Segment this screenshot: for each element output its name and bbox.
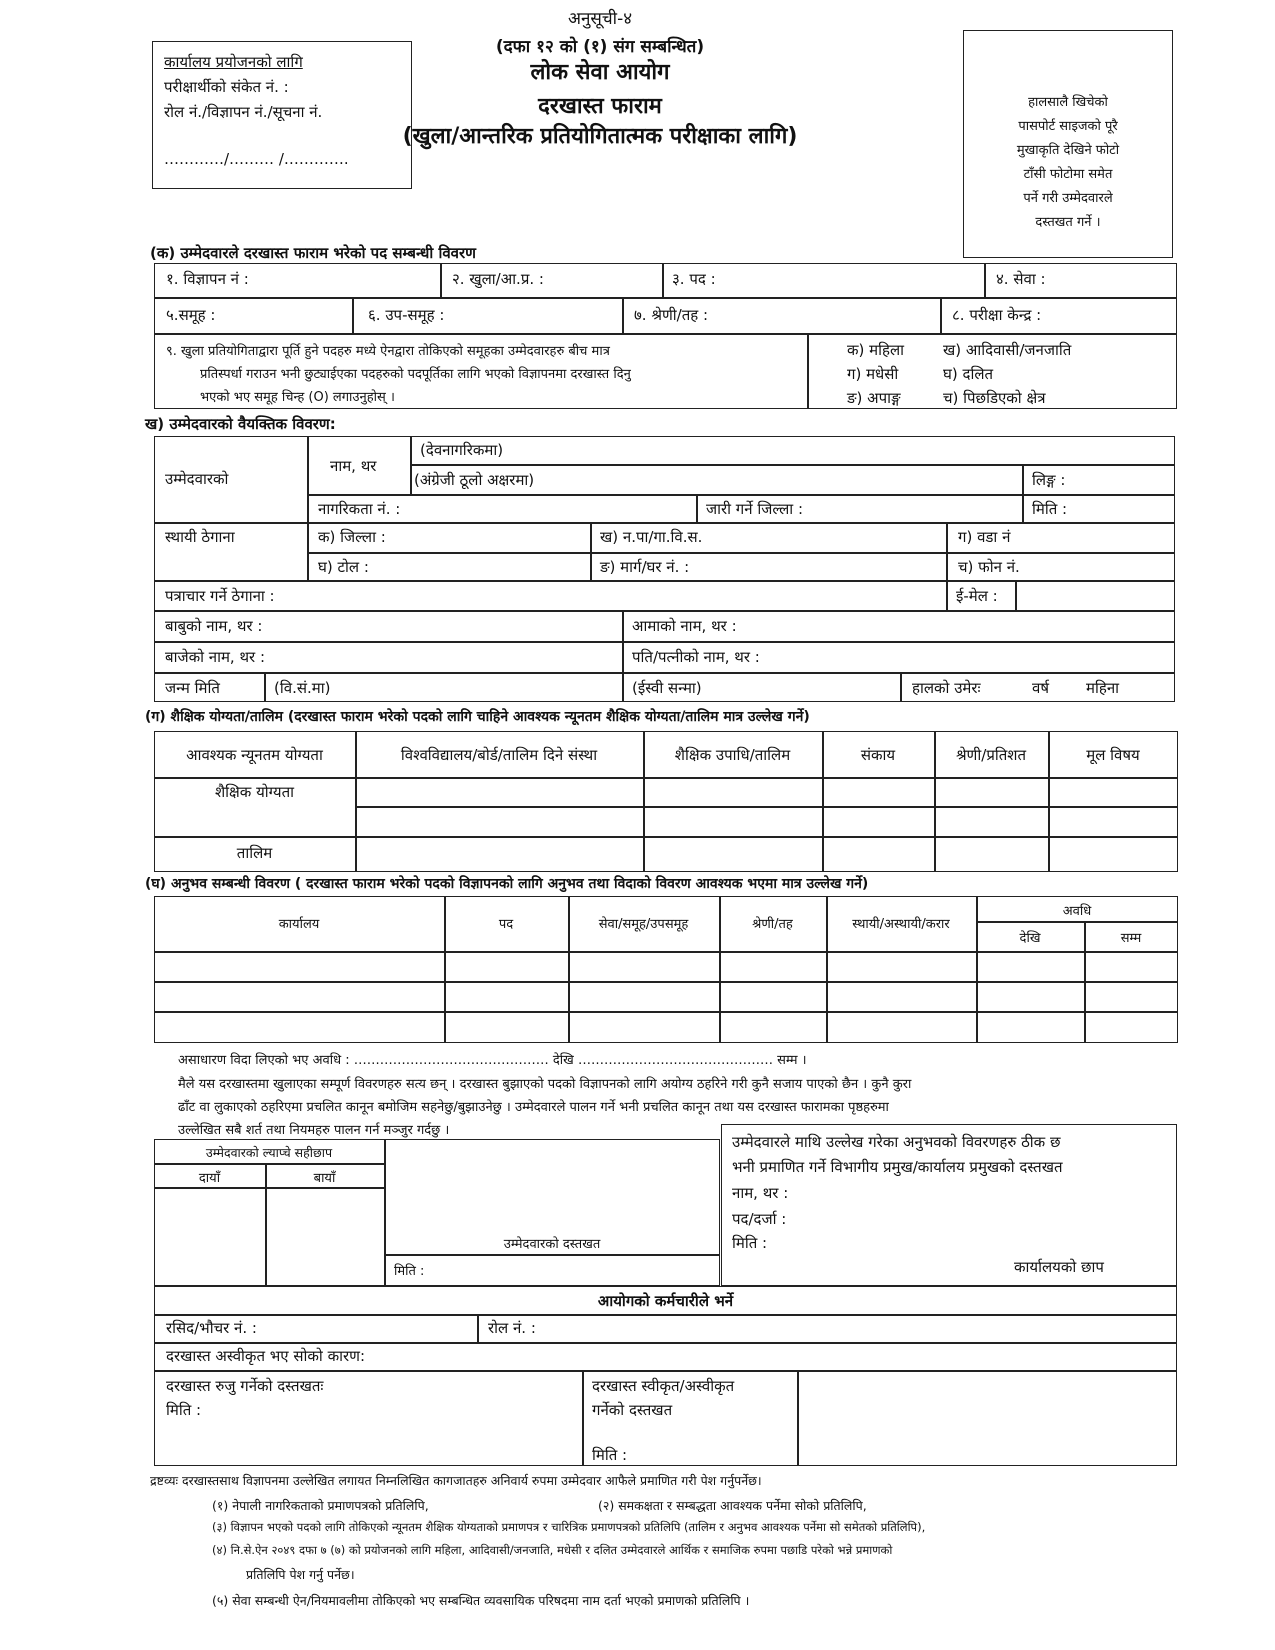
rejection-reason-field[interactable]: दरखास्त अस्वीकृत भए सोको कारण: — [166, 1347, 366, 1365]
note-4-line-1: (४) नि.से.ऐन २०४९ दफा ७ (७) को प्रयोजनको लागि महिला, आदिवासी/जनजाति, मधेसी र दलित उम्मेदवारले आर्थिक र समाजिक रुपमा पछाडि परेको भन्ने प्रमाणको — [212, 1543, 893, 1557]
group-option-women[interactable]: क) महिला — [847, 341, 905, 359]
ward-field[interactable]: ग) वडा नं — [958, 528, 1011, 546]
row-education: शैक्षिक योग्यता — [214, 783, 295, 801]
note-3: (३) विज्ञापन भएको पदको लागि तोकिएको न्यूनतम शैक्षिक योग्यताको प्रमाणपत्र र चारित्रिक प्रमाणपत्रको प्रतिलिपि (तालिम र अनुभव आवश्यक पर्नेमा सो समेतको प्रतिलिपि), — [212, 1520, 926, 1534]
col-office: कार्यालय — [278, 917, 320, 932]
declaration-line-3: उल्लेखित सबै शर्त तथा नियमहरु पालन गर्न मञ्जुर गर्दछु । — [178, 1123, 450, 1138]
col-division-percent: श्रेणी/प्रतिशत — [955, 746, 1027, 764]
gender-field[interactable]: लिङ्ग : — [1032, 471, 1066, 489]
approver-date-field[interactable]: मिति : — [592, 1446, 628, 1464]
photo-instruction-4: टाँसी फोटोमा समेत — [1023, 167, 1113, 182]
thumbprint-title: उम्मेदवारको ल्याप्चे सहीछाप — [205, 1145, 333, 1160]
commission-use-title: आयोगको कर्मचारीले भर्ने — [597, 1292, 734, 1310]
photo-instruction-5: पर्ने गरी उम्मेदवारले — [1023, 191, 1113, 206]
checker-signature-field[interactable]: दरखास्त रुजु गर्नेको दस्तखतः — [166, 1377, 324, 1395]
dob-label: जन्म मिति — [165, 679, 220, 697]
declaration-line-1: मैले यस दरखास्तमा खुलाएका सम्पूर्ण विवरणहरु सत्य छन् । दरखास्त बुझाएको पदको विज्ञापनको लागि अयोग्य ठहरिने गरी कुनै सजाय पाएको छैन । कुनै कुरा — [178, 1077, 912, 1092]
note-4-line-2: प्रतिलिपि पेश गर्नु पर्नेछ। — [246, 1567, 355, 1582]
name-devanagari-field[interactable]: (देवनागरिकमा) — [420, 441, 504, 459]
municipality-field[interactable]: ख) न.पा/गा.वि.स. — [600, 528, 703, 546]
col-period-to: सम्म — [1120, 931, 1142, 946]
section-d-heading: (घ) अनुभव सम्बन्धी विवरण ( दरखास्त फाराम भरेको पदको विज्ञापनको लागि अनुभव तथा विदाको विवरण आवश्यक भएमा मात्र उल्लेख गर्ने) — [145, 876, 869, 892]
verification-line-2: भनी प्रमाणित गर्ने विभागीय प्रमुख/कार्यालय प्रमुखको दस्तखत — [732, 1158, 1063, 1176]
post-field[interactable]: ३. पद : — [672, 270, 716, 288]
photo-instruction-1: हालसालै खिचेको — [1028, 95, 1108, 110]
group-option-backward-region[interactable]: च) पिछडिएको क्षेत्र — [943, 389, 1046, 407]
verifier-date-field[interactable]: मिति : — [732, 1234, 768, 1252]
photo-instruction-3: मुखाकृति देखिने फोटो — [1016, 143, 1120, 158]
subgroup-field[interactable]: ६. उप-समूह : — [368, 306, 445, 324]
note-5: (५) सेवा सम्बन्धी ऐन/नियमावलीमा तोकिएको भए सम्बन्धित व्यवसायिक परिषदमा नाम दर्ता भएको प्रमाणको प्रतिलिपि । — [212, 1593, 750, 1608]
verifier-name-field[interactable]: नाम, थर : — [732, 1184, 789, 1202]
left-thumb-area[interactable] — [268, 1189, 382, 1284]
roll-ad-notice-blank[interactable]: …………/……… /…………. — [164, 150, 349, 168]
approver-label-1: दरखास्त स्वीकृत/अस्वीकृत — [592, 1377, 735, 1395]
dob-bs-field[interactable]: (वि.सं.मा) — [274, 679, 331, 697]
extraordinary-leave-field[interactable]: असाधारण विदा लिएको भए अवधि : ……………………………………… देखि ……………………………………… सम्म । — [178, 1053, 807, 1068]
form-title: दरखास्त फाराम — [538, 94, 662, 119]
signature-date-field[interactable]: मिति : — [394, 1264, 425, 1279]
verification-line-1: उम्मेदवारले माथि उल्लेख गरेका अनुभवको विवरणहरु ठीक छ — [732, 1133, 1061, 1151]
roll-no-field[interactable]: रोल नं. : — [488, 1319, 536, 1337]
candidate-signature-label[interactable]: उम्मेदवारको दस्तखत — [503, 1237, 601, 1252]
permanent-address-label: स्थायी ठेगाना — [165, 528, 235, 546]
declaration-line-2: ढाँट वा लुकाएको ठहरिएमा प्रचलित कानून बमोजिम सहनेछु/बुझाउनेछु । उम्मेदवारले पालन गर्ने भनी प्रचलित कानून तथा यस दरखास्त फारामका पृष्ठहरुमा — [178, 1100, 889, 1115]
col-institution: विश्वविद्यालय/बोर्ड/तालिम दिने संस्था — [400, 746, 598, 764]
row-training: तालिम — [236, 844, 273, 862]
col-period: अवधि — [1062, 904, 1092, 919]
age-months-field[interactable]: महिना — [1086, 679, 1120, 697]
commission-name: लोक सेवा आयोग — [530, 60, 670, 85]
service-field[interactable]: ४. सेवा : — [996, 270, 1046, 288]
col-min-qualification: आवश्यक न्यूनतम योग्यता — [186, 746, 323, 764]
phone-field[interactable]: च) फोन नं. — [958, 558, 1020, 576]
note-2: (२) समकक्षता र सम्बद्धता आवश्यक पर्नेमा सोको प्रतिलिपि, — [598, 1498, 867, 1513]
spouse-name-field[interactable]: पति/पत्नीको नाम, थर : — [632, 648, 760, 666]
candidate-label: उम्मेदवारको — [165, 470, 229, 488]
thumb-left-label: बायाँ — [313, 1171, 336, 1186]
photo-instruction-6: दस्तखत गर्ने । — [1035, 215, 1101, 230]
issuing-district-field[interactable]: जारी गर्ने जिल्ला : — [706, 500, 803, 518]
office-stamp-label[interactable]: कार्यालयको छाप — [1014, 1258, 1104, 1276]
schedule-label: अनुसूची-४ — [567, 9, 633, 29]
age-years-field[interactable]: वर्ष — [1032, 679, 1050, 697]
col-major-subject: मूल विषय — [1086, 746, 1140, 764]
col-post: पद — [498, 917, 514, 932]
group-instruction-2: प्रतिस्पर्धा गराउन भनी छुट्याईएका पदहरुको पदपूर्तिका लागि भएको विज्ञापनमा दरखास्त दिनु — [200, 367, 631, 382]
email-field[interactable]: ई-मेल : — [956, 587, 998, 605]
form-subtitle: (खुला/आन्तरिक प्रतियोगितात्मक परीक्षाका लागि) — [402, 124, 798, 149]
section-b-heading: ख) उम्मेदवारको वैयक्तिक विवरण: — [145, 415, 336, 433]
col-service-group: सेवा/समूह/उपसमूह — [598, 917, 689, 932]
group-instruction-3: भएको भए समूह चिन्ह (O) लगाउनुहोस् । — [200, 390, 395, 405]
group-option-disabled[interactable]: ङ) अपाङ्ग — [847, 389, 901, 407]
candidate-code-label: परीक्षार्थीको संकेत नं. : — [164, 78, 289, 96]
office-use-label: कार्यालय प्रयोजनको लागि — [164, 53, 303, 71]
group-option-dalit[interactable]: घ) दलित — [943, 365, 994, 383]
photo-instruction-2: पासपोर्ट साइजको पूरै — [1018, 119, 1118, 134]
age-label: हालको उमेरः — [912, 679, 981, 697]
exam-center-field[interactable]: ८. परीक्षा केन्द्र : — [952, 306, 1042, 324]
open-internal-field[interactable]: २. खुला/आ.प्र. : — [452, 270, 544, 288]
group-option-indigenous[interactable]: ख) आदिवासी/जनजाति — [943, 341, 1072, 359]
approver-signature-field[interactable]: गर्नेको दस्तखत — [592, 1401, 673, 1419]
mother-name-field[interactable]: आमाको नाम, थर : — [632, 617, 737, 635]
roll-ad-notice-label: रोल नं./विज्ञापन नं./सूचना नं. — [164, 103, 323, 121]
section-reference: (दफा १२ को (१) संग सम्बन्धित) — [495, 37, 705, 57]
group-instruction-1: ९. खुला प्रतियोगिताद्वारा पूर्ति हुने पदहरु मध्ये ऐनद्वारा तोकिएको समूहका उम्मेदवारहरु बीच मात्र — [166, 344, 610, 359]
postal-address-field[interactable]: पत्राचार गर्ने ठेगाना : — [165, 587, 275, 605]
name-english-field[interactable]: (अंग्रेजी ठूलो अक्षरमा) — [414, 471, 535, 489]
col-level: श्रेणी/तह — [752, 917, 793, 932]
notes-heading: द्रष्टव्यः दरखास्तसाथ विज्ञापनमा उल्लेखित लगायत निम्नलिखित कागजातहरु अनिवार्य रुपमा उम्मेदवार आफैले प्रमाणित गरी पेश गर्नुपर्नेछ। — [150, 1473, 762, 1488]
class-level-field[interactable]: ७. श्रेणी/तह : — [634, 306, 709, 324]
group-option-madhesi[interactable]: ग) मधेसी — [847, 365, 899, 383]
citizenship-date-field[interactable]: मिति : — [1032, 500, 1068, 518]
ad-no-field[interactable]: १. विज्ञापन नं : — [166, 270, 249, 288]
district-field[interactable]: क) जिल्ला : — [318, 528, 386, 546]
street-house-field[interactable]: ङ) मार्ग/घर नं. : — [600, 558, 690, 576]
note-1: (१) नेपाली नागरिकताको प्रमाणपत्रको प्रतिलिपि, — [212, 1498, 429, 1513]
grandfather-name-field[interactable]: बाजेको नाम, थर : — [165, 648, 266, 666]
section-a-heading: (क) उम्मेदवारले दरखास्त फाराम भरेको पद सम्बन्धी विवरण — [150, 244, 476, 262]
receipt-no-field[interactable]: रसिद/भौचर नं. : — [166, 1319, 257, 1337]
dob-ad-field[interactable]: (ईस्वी सन्मा) — [632, 679, 702, 697]
col-period-from: देखि — [1019, 931, 1041, 946]
thumb-right-label: दायाँ — [198, 1171, 221, 1186]
right-thumb-area[interactable] — [156, 1189, 263, 1284]
checker-date-field[interactable]: मिति : — [166, 1401, 202, 1419]
col-degree: शैक्षिक उपाधि/तालिम — [674, 746, 791, 764]
group-field[interactable]: ५.समूह : — [166, 306, 216, 324]
verifier-post-field[interactable]: पद/दर्जा : — [732, 1210, 787, 1228]
section-c-heading: (ग) शैक्षिक योग्यता/तालिम (दरखास्त फाराम भरेको पदको लागि चाहिने आवश्यक न्यूनतम शैक्षिक योग्यता/तालिम मात्र उल्लेख गर्ने) — [145, 709, 810, 725]
col-employment-type: स्थायी/अस्थायी/करार — [852, 917, 950, 932]
col-faculty: संकाय — [860, 746, 896, 764]
tole-field[interactable]: घ) टोल : — [318, 558, 369, 576]
citizenship-no-field[interactable]: नागरिकता नं. : — [318, 500, 401, 518]
name-surname-label: नाम, थर — [330, 457, 377, 475]
father-name-field[interactable]: बाबुको नाम, थर : — [165, 617, 263, 635]
